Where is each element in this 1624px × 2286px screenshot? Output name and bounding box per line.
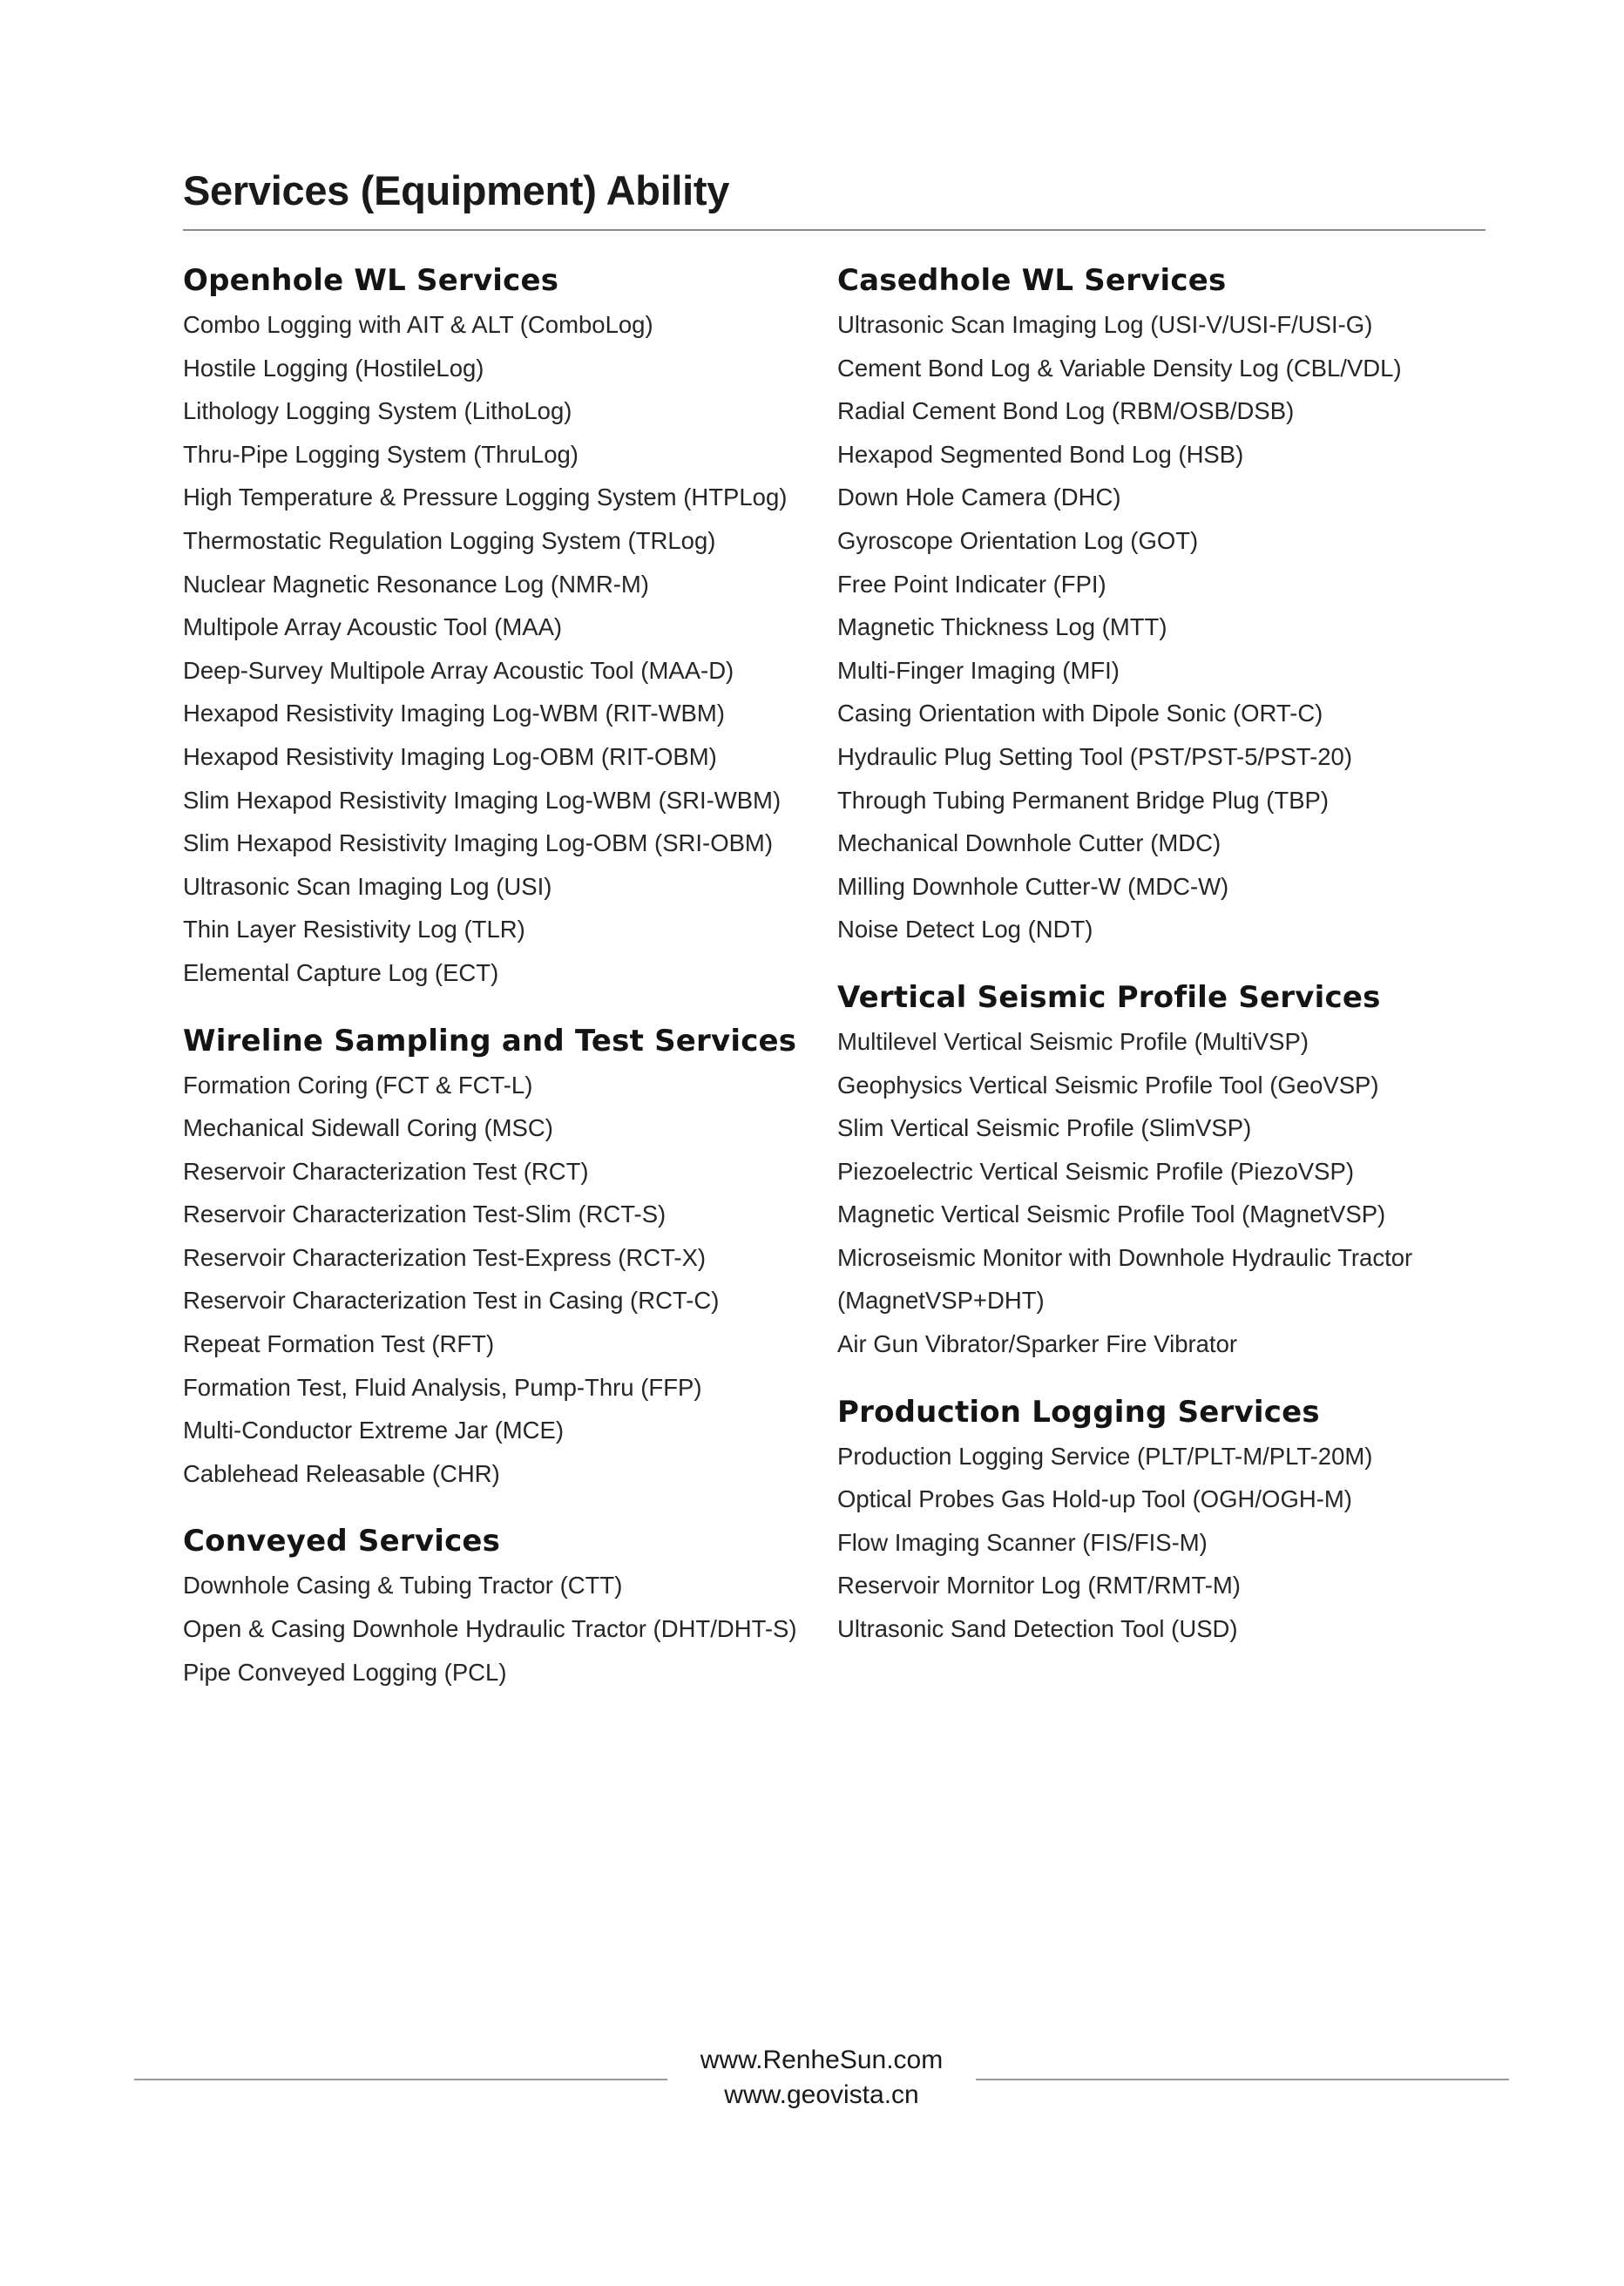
service-item: Thin Layer Resistivity Log (TLR) (183, 916, 525, 943)
service-item: Cablehead Releasable (CHR) (183, 1459, 500, 1487)
service-item: Noise Detect Log (NDT) (837, 916, 1093, 943)
service-item: Multi-Finger Imaging (MFI) (837, 656, 1120, 684)
service-item: Microseismic Monitor with Downhole Hydraulic Tractor (837, 1243, 1413, 1271)
service-item: Optical Probes Gas Hold-up Tool (OGH/OGH-M) (837, 1485, 1352, 1513)
service-item: Free Point Indicater (FPI) (837, 570, 1106, 598)
section-openhole-wl-services (183, 258, 828, 995)
service-item: Formation Test, Fluid Analysis, Pump-Thru (FFP) (183, 1373, 702, 1401)
service-item: Casing Orientation with Dipole Sonic (ORT-C) (837, 700, 1323, 727)
service-item: Deep-Survey Multipole Array Acoustic Tool (MAA-D) (183, 656, 734, 684)
service-item: Magnetic Vertical Seismic Profile Tool (MagnetVSP) (837, 1200, 1386, 1228)
service-list (837, 1435, 1499, 1651)
right-column (837, 258, 1499, 1651)
service-item: Piezoelectric Vertical Seismic Profile (PiezoVSP) (837, 1157, 1354, 1185)
service-item: Slim Vertical Seismic Profile (SlimVSP) (837, 1114, 1252, 1142)
service-item: Flow Imaging Scanner (FIS/FIS-M) (837, 1528, 1208, 1556)
section-wireline-sampling-and-test-services (183, 1018, 828, 1496)
service-item: Downhole Casing & Tubing Tractor (CTT) (183, 1572, 623, 1600)
service-item: Ultrasonic Sand Detection Tool (USD) (837, 1615, 1238, 1643)
service-item: Multilevel Vertical Seismic Profile (MultiVSP) (837, 1027, 1309, 1055)
service-item: Reservoir Characterization Test-Slim (RCT-S) (183, 1200, 667, 1228)
service-item: Ultrasonic Scan Imaging Log (USI-V/USI-F/USI-G) (837, 311, 1373, 338)
service-item: Cement Bond Log & Variable Density Log (CBL/VDL) (837, 354, 1402, 382)
service-item: Through Tubing Permanent Bridge Plug (TBP) (837, 786, 1330, 814)
service-item: Open & Casing Downhole Hydraulic Tractor (DHT/DHT-S) (183, 1615, 797, 1643)
service-item: Hexapod Segmented Bond Log (HSB) (837, 440, 1244, 468)
service-item: Production Logging Service (PLT/PLT-M/PLT-20M) (837, 1442, 1373, 1470)
section-production-logging-services (837, 1390, 1499, 1651)
section-conveyed-services (183, 1518, 828, 1694)
section-casedhole-wl-services (837, 258, 1499, 951)
service-item: Multi-Conductor Extreme Jar (MCE) (183, 1417, 565, 1444)
service-item: Reservoir Characterization Test-Express (RCT-X) (183, 1243, 707, 1271)
service-item: Reservoir Mornitor Log (RMT/RMT-M) (837, 1572, 1241, 1600)
page-title: Services (Equipment) Ability (183, 167, 730, 213)
service-item: Pipe Conveyed Logging (PCL) (183, 1658, 507, 1686)
footer-link-geovista[interactable]: www.geovista.cn (724, 2080, 919, 2109)
service-item: Elemental Capture Log (ECT) (183, 958, 499, 986)
service-list (837, 1020, 1499, 1366)
section-heading: Conveyed Services (183, 1524, 501, 1559)
service-item: Hexapod Resistivity Imaging Log-WBM (RIT-WBM) (183, 700, 725, 727)
service-item: Ultrasonic Scan Imaging Log (USI) (183, 872, 552, 900)
service-item: Down Hole Camera (DHC) (837, 484, 1121, 511)
footer-link-renhesun[interactable]: www.RenheSun.com (700, 2046, 944, 2074)
service-item: Repeat Formation Test (RFT) (183, 1330, 495, 1358)
service-item: (MagnetVSP+DHT) (837, 1287, 1045, 1315)
service-item: Multipole Array Acoustic Tool (MAA) (183, 613, 563, 641)
service-item: Hexapod Resistivity Imaging Log-OBM (RIT-OBM) (183, 742, 717, 770)
service-item: Slim Hexapod Resistivity Imaging Log-OBM (SRI-OBM) (183, 829, 773, 857)
service-item: Hostile Logging (HostileLog) (183, 354, 484, 382)
service-item: Combo Logging with AIT & ALT (ComboLog) (183, 311, 653, 338)
service-item: Mechanical Sidewall Coring (MSC) (183, 1114, 553, 1142)
service-item: Hydraulic Plug Setting Tool (PST/PST-5/PST-20) (837, 742, 1352, 770)
service-item: Milling Downhole Cutter-W (MDC-W) (837, 872, 1229, 900)
service-item: Magnetic Thickness Log (MTT) (837, 613, 1167, 641)
section-heading: Vertical Seismic Profile Services (837, 979, 1381, 1015)
service-list (183, 1064, 828, 1496)
service-item: Lithology Logging System (LithoLog) (183, 397, 572, 425)
service-item: Gyroscope Orientation Log (GOT) (837, 526, 1199, 554)
section-heading: Wireline Sampling and Test Services (183, 1023, 797, 1058)
section-vertical-seismic-profile-services (837, 975, 1499, 1366)
service-item: Slim Hexapod Resistivity Imaging Log-WBM (SRI-WBM) (183, 786, 782, 814)
service-item: Mechanical Downhole Cutter (MDC) (837, 829, 1221, 857)
service-item: Geophysics Vertical Seismic Profile Tool (GeoVSP) (837, 1071, 1379, 1099)
section-heading: Production Logging Services (837, 1394, 1320, 1430)
footer-divider-right (976, 2079, 1509, 2080)
service-item: Air Gun Vibrator/Sparker Fire Vibrator (837, 1330, 1238, 1358)
service-list (183, 303, 828, 995)
title-divider (183, 229, 1485, 231)
section-heading: Casedhole WL Services (837, 263, 1227, 298)
service-list (837, 303, 1499, 951)
service-item: Nuclear Magnetic Resonance Log (NMR-M) (183, 570, 649, 598)
service-item: Formation Coring (FCT & FCT-L) (183, 1071, 533, 1099)
footer-links (667, 2043, 976, 2113)
service-item: Radial Cement Bond Log (RBM/OSB/DSB) (837, 397, 1295, 425)
footer-divider-left (134, 2079, 667, 2080)
left-column (183, 258, 828, 1694)
section-heading: Openhole WL Services (183, 263, 559, 298)
service-item: Reservoir Characterization Test in Casing (RCT-C) (183, 1287, 720, 1315)
service-list (183, 1564, 828, 1694)
service-item: Reservoir Characterization Test (RCT) (183, 1157, 589, 1185)
service-item: Thru-Pipe Logging System (ThruLog) (183, 440, 579, 468)
service-item: High Temperature & Pressure Logging System (HTPLog) (183, 484, 788, 511)
service-item: Thermostatic Regulation Logging System (TRLog) (183, 526, 716, 554)
